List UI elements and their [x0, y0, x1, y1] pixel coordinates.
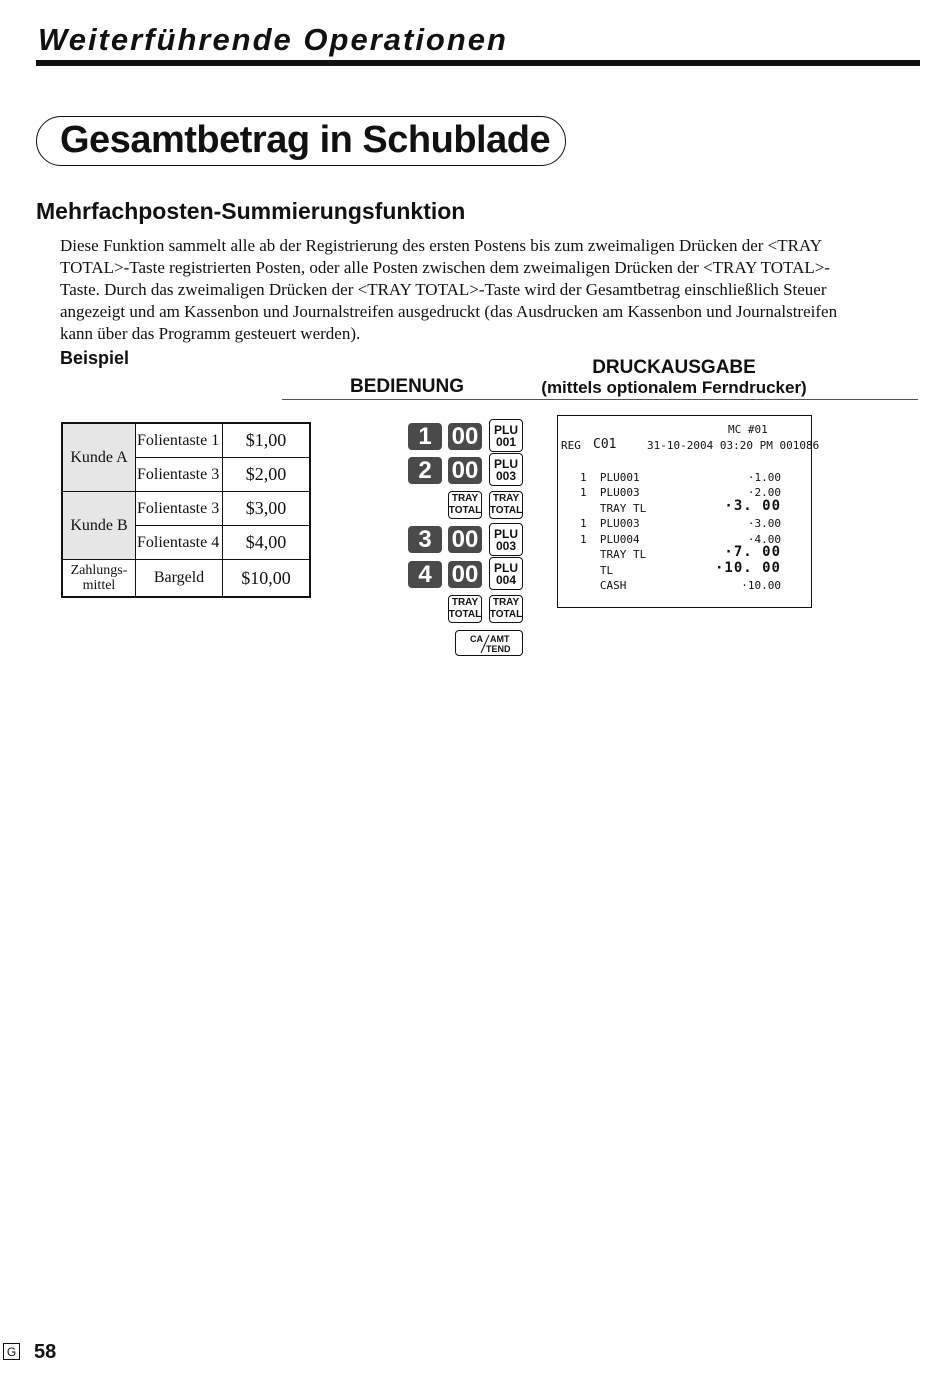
body-line: Diese Funktion sammelt alle ab der Registrierung des ersten Postens bis zum zweimaligen Drücken der <TRAY [60, 236, 822, 255]
printout-heading [538, 358, 810, 397]
key-label: 004 [495, 572, 517, 587]
receipt-line-amount: ·10. 00 [714, 560, 781, 576]
key-tray-total [489, 595, 523, 623]
key-tray-total [489, 491, 523, 519]
operation-heading: BEDIENUNG [350, 376, 465, 397]
table-row [62, 423, 310, 458]
customer-a-cell: Kunde A [62, 423, 136, 492]
receipt-clerk: C01 [593, 437, 617, 452]
receipt-line-label: 1 PLU001 [580, 471, 640, 484]
heading-rule [282, 399, 918, 400]
receipt-mode: REG [561, 439, 581, 452]
key-label: AMT [490, 634, 510, 644]
amount-cell: $3,00 [223, 492, 311, 526]
body-line: TOTAL>-Taste registrierten Posten, oder alle Posten zwischen dem zweimaligen Drücken der <TRAY TOTAL>- [60, 258, 830, 277]
receipt-line-amount: ·7. 00 [724, 544, 781, 560]
key-plu-003 [489, 453, 523, 486]
receipt-line-amount: ·2.00 [747, 486, 781, 499]
key-label: TOTAL [489, 505, 523, 516]
key-label: PLU [494, 526, 518, 541]
chapter-title: Weiterführende Operationen [38, 22, 508, 57]
payment-label-cell [62, 560, 136, 598]
payment-item-cell: Bargeld [136, 560, 223, 598]
key-3: 3 [408, 526, 442, 553]
key-plu-003 [489, 523, 523, 556]
page-number: 58 [34, 1341, 57, 1363]
key-label: TRAY [451, 597, 479, 608]
body-line: kann über das Programm gesteuert werden). [60, 324, 361, 343]
key-label: TRAY [451, 493, 479, 504]
key-label: TOTAL [448, 505, 482, 516]
receipt-machine: MC #01 [728, 423, 768, 436]
customer-b-cell: Kunde B [62, 492, 136, 560]
key-label: 003 [495, 538, 517, 553]
item-cell: Folientaste 1 [136, 423, 223, 458]
key-00: 00 [448, 457, 482, 484]
receipt-line-label: TRAY TL [580, 502, 647, 515]
section-heading: Mehrfachposten-Summierungsfunktion [36, 198, 466, 224]
receipt-printout [557, 415, 820, 608]
key-4: 4 [408, 561, 442, 588]
payment-amount-cell: $10,00 [223, 560, 311, 598]
printout-subtitle: (mittels optionalem Ferndrucker) [541, 378, 807, 397]
receipt-line-label: TL [580, 564, 614, 577]
item-cell: Folientaste 3 [136, 458, 223, 492]
key-plu-004 [489, 557, 523, 590]
table-row [62, 492, 310, 526]
receipt-line-amount: ·10.00 [741, 579, 781, 592]
receipt-line-label: 1 PLU004 [580, 533, 640, 546]
key-00: 00 [448, 423, 482, 450]
receipt-line-label: TRAY TL [580, 548, 647, 561]
amount-cell: $4,00 [223, 526, 311, 560]
key-1: 1 [408, 423, 442, 450]
item-cell: Folientaste 3 [136, 492, 223, 526]
key-label: TEND [486, 644, 511, 654]
key-plu-001 [489, 419, 523, 452]
key-label: TRAY [492, 597, 520, 608]
page-title: Gesamtbetrag in Schublade [60, 119, 551, 161]
key-tray-total [448, 491, 482, 519]
amount-cell: $2,00 [223, 458, 311, 492]
table-row [62, 560, 310, 598]
receipt-line-amount: ·3.00 [747, 517, 781, 530]
payment-label-line: Zahlungs- [70, 563, 128, 578]
receipt-line-label: CASH [580, 579, 627, 592]
key-ca-amt-tend [455, 630, 523, 656]
example-heading: Beispiel [60, 348, 130, 368]
key-label: 001 [495, 434, 517, 449]
key-label: 003 [495, 468, 517, 483]
key-2: 2 [408, 457, 442, 484]
key-label: TOTAL [489, 609, 523, 620]
receipt-line-amount: ·4.00 [747, 533, 781, 546]
receipt-datetime: 31-10-2004 03:20 PM 001086 [647, 439, 820, 452]
receipt-line-amount: ·3. 00 [724, 498, 781, 514]
key-tray-total [448, 595, 482, 623]
receipt-line-label: 1 PLU003 [580, 517, 640, 530]
key-00: 00 [448, 561, 482, 588]
printout-title: DRUCKAUSGABE [592, 357, 756, 378]
language-marker: G [3, 1343, 20, 1360]
chapter-rule [36, 60, 920, 66]
key-label: CA [470, 634, 483, 644]
receipt-line-amount: ·1.00 [747, 471, 781, 484]
body-line: angezeigt und am Kassenbon und Journalstreifen ausgedruckt (das Ausdrucken am Kassenbon und Journalstreifen [60, 302, 838, 321]
item-cell: Folientaste 4 [136, 526, 223, 560]
key-label: PLU [494, 560, 518, 575]
example-table [61, 422, 311, 598]
payment-label-line: mittel [82, 578, 116, 593]
body-paragraph [60, 235, 910, 345]
key-label: TOTAL [448, 609, 482, 620]
receipt-line-label: 1 PLU003 [580, 486, 640, 499]
amount-cell: $1,00 [223, 423, 311, 458]
body-line: Taste. Durch das zweimaligen Drücken der <TRAY TOTAL>-Taste wird der Gesamtbetrag einschließlich Steuer [60, 280, 827, 299]
key-label: PLU [494, 456, 518, 471]
key-00: 00 [448, 526, 482, 553]
key-label: PLU [494, 422, 518, 437]
key-label: TRAY [492, 493, 520, 504]
